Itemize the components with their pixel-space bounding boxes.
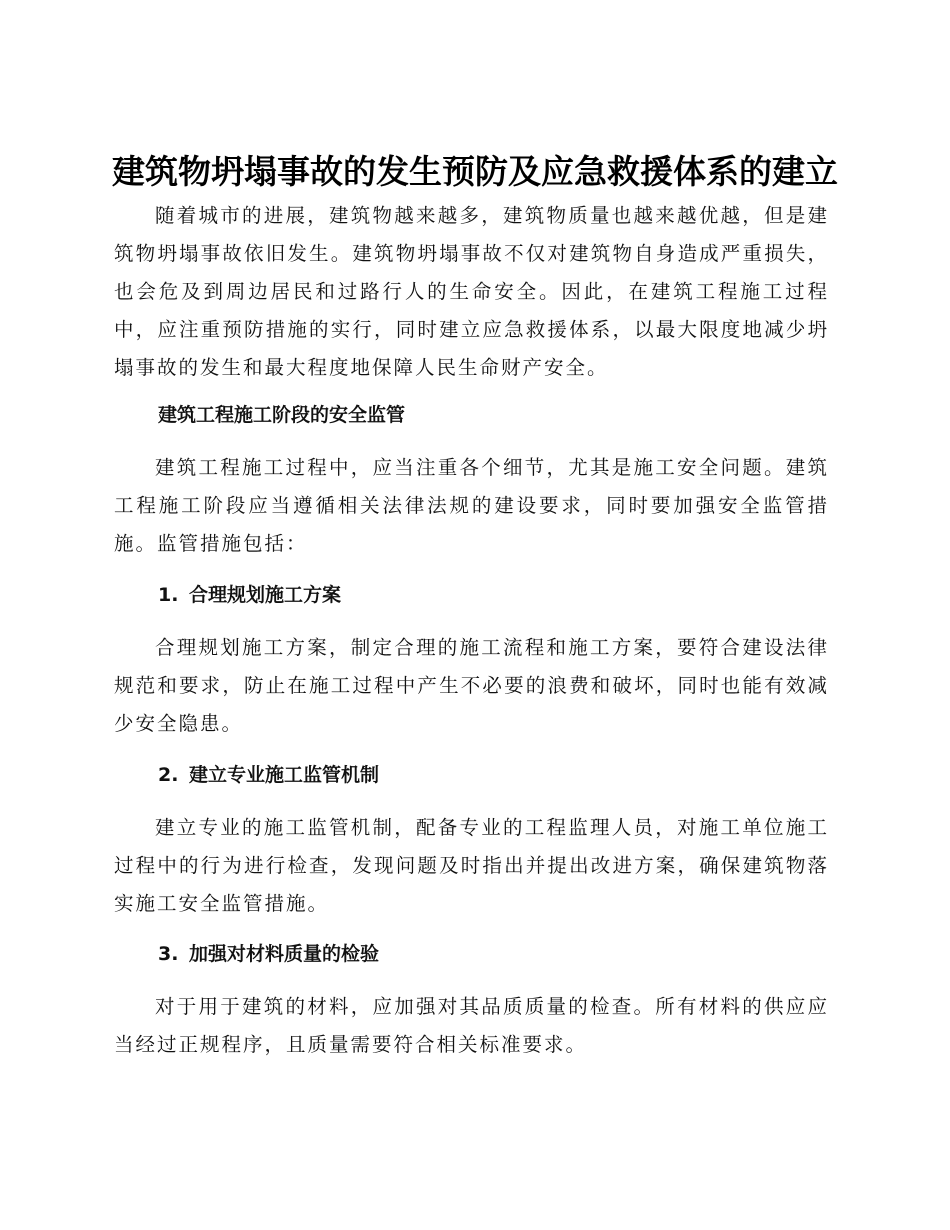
list-item-heading-3 xyxy=(158,939,828,969)
document-title: 建筑物坍塌事故的发生预防及应急救援体系的建立 xyxy=(112,152,838,191)
list-item-title: 合理规划施工方案 xyxy=(189,584,342,606)
list-item-body-2: 建立专业的施工监管机制，配备专业的工程监理人员，对施工单位施工过程中的行为进行检查，发现问题及时指出并提出改进方案，确保建筑物落实施工安全监管措施。 xyxy=(114,816,829,915)
section-body-paragraph: 建筑工程施工过程中，应当注重各个细节，尤其是施工安全问题。建筑工程施工阶段应当遵循相关法律法规的建设要求，同时要加强安全监管措施。监管措施包括： xyxy=(114,456,829,555)
intro-paragraph: 随着城市的进展，建筑物越来越多，建筑物质量也越来越优越，但是建筑物坍塌事故依旧发生。建筑物坍塌事故不仅对建筑物自身造成严重损失，也会危及到周边居民和过路行人的生命安全。因此，在建筑工程施工过程中，应注重预防措施的实行，同时建立应急救援体系，以最大限度地减少坍塌事故的发生和最大程度地保障人民生命财产安全。 xyxy=(114,204,829,379)
list-item-title: 建立专业施工监管机制 xyxy=(189,764,380,786)
list-item-heading-2 xyxy=(158,760,828,790)
list-item-number: 3. xyxy=(158,943,179,965)
list-item-body-1: 合理规划施工方案，制定合理的施工流程和施工方案，要符合建设法律规范和要求，防止在施工过程中产生不必要的浪费和破坏，同时也能有效减少安全隐患。 xyxy=(114,636,829,735)
list-item-heading-1 xyxy=(158,580,828,610)
list-item-number: 1. xyxy=(158,584,179,606)
list-item-title: 加强对材料质量的检验 xyxy=(189,943,380,965)
list-item-number: 2. xyxy=(158,764,179,786)
list-item-body-3: 对于用于建筑的材料，应加强对其品质质量的检查。所有材料的供应应当经过正规程序，且质量需要符合相关标准要求。 xyxy=(114,995,829,1056)
section-heading: 建筑工程施工阶段的安全监管 xyxy=(158,404,406,426)
